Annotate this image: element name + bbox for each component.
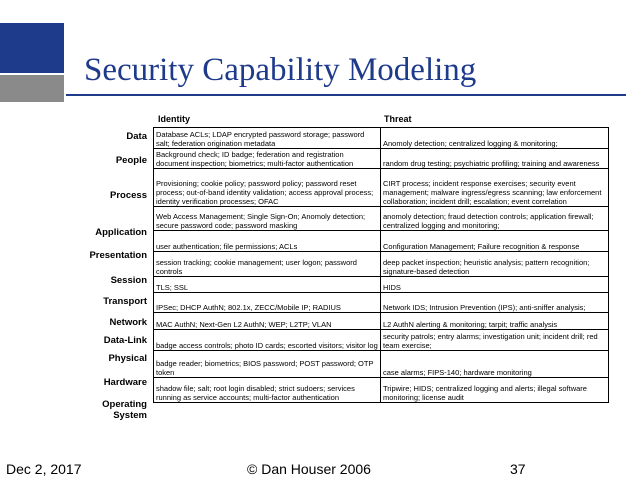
column-header-identity: Identity: [158, 114, 191, 124]
table-row: [154, 207, 609, 231]
title-rule: [66, 94, 626, 96]
cell-transport-identity: TLS; SSL: [154, 277, 381, 293]
row-label-physical: Physical: [108, 353, 147, 364]
row-label-session: Session: [110, 275, 147, 286]
row-label-data: Data: [126, 131, 147, 142]
cell-data-link-threat: L2 AuthN alerting & monitoring; tarpit; traffic analysis: [381, 313, 609, 330]
cell-data-identity: Database ACLs; LDAP encrypted password storage; password salt; federation origination metadata: [154, 128, 381, 149]
cell-presentation-threat: Configuration Management; Failure recognition & response: [381, 231, 609, 252]
table-row: [154, 128, 609, 149]
footer-date: Dec 2, 2017: [6, 461, 82, 477]
slide-title: Security Capability Modeling: [84, 52, 477, 88]
cell-application-identity: Web Access Management; Single Sign-On; Anomoly detection; secure password code; password masking: [154, 207, 381, 231]
cell-session-identity: session tracking; cookie management; user logon; password controls: [154, 252, 381, 277]
row-label-data-link: Data-Link: [103, 335, 147, 346]
cell-hardware-identity: badge reader; biometrics; BIOS password; POST password; OTP token: [154, 351, 381, 378]
row-label-operating-system: Operating System: [102, 399, 147, 421]
row-label-application: Application: [95, 227, 147, 238]
cell-physical-threat: security patrols; entry alarms; investigation unit; incident drill; red team exercise;: [381, 330, 609, 351]
table-row: [154, 378, 609, 403]
cell-operating-system-identity: shadow file; salt; root login disabled; strict sudoers; services running as service accounts; multi-factor authentication: [154, 378, 381, 403]
cell-transport-threat: HIDS: [381, 277, 609, 293]
cell-process-threat: CIRT process; incident response exercises; security event management; malware ingress/egress scanning; law enforcement collaboration; incident drill; escalation; event correlation: [381, 169, 609, 207]
table-row: [154, 351, 609, 378]
cell-presentation-identity: user authentication; file permissions; ACLs: [154, 231, 381, 252]
cell-network-identity: IPSec; DHCP AuthN; 802.1x, ZECC/Mobile IP; RADIUS: [154, 293, 381, 313]
table-row: [154, 149, 609, 169]
cell-physical-identity: badge access controls; photo ID cards; escorted visitors; visitor log: [154, 330, 381, 351]
row-label-process: Process: [110, 190, 147, 201]
table-row: [154, 252, 609, 277]
table-row: [154, 231, 609, 252]
table-row: [154, 293, 609, 313]
cell-people-identity: Background check; ID badge; federation and registration document inspection; biometrics; multi-factor authentication: [154, 149, 381, 169]
row-label-transport: Transport: [103, 296, 147, 307]
capability-table: [153, 127, 609, 403]
row-label-hardware: Hardware: [103, 377, 147, 388]
cell-operating-system-threat: Tripwire; HIDS; centralized logging and alerts; illegal software monitoring; license audit: [381, 378, 609, 403]
row-label-network: Network: [109, 317, 147, 328]
cell-network-threat: Network IDS; Intrusion Prevention (IPS); anti-sniffer analysis;: [381, 293, 609, 313]
row-label-people: People: [115, 155, 147, 166]
table-row: [154, 277, 609, 293]
cell-people-threat: random drug testing; psychiatric profiling; training and awareness: [381, 149, 609, 169]
table-row: [154, 169, 609, 207]
cell-hardware-threat: case alarms; FIPS-140; hardware monitoring: [381, 351, 609, 378]
column-header-threat: Threat: [384, 114, 412, 124]
cell-application-threat: anomoly detection; fraud detection controls; application firewall; centralized logging and monitoring;: [381, 207, 609, 231]
table-row: [154, 313, 609, 330]
cell-data-link-identity: MAC AuthN; Next-Gen L2 AuthN; WEP; L2TP; VLAN: [154, 313, 381, 330]
row-label-presentation: Presentation: [89, 250, 147, 261]
accent-bar-blue: [0, 23, 64, 73]
footer-page-number: 37: [510, 461, 526, 477]
table-row: [154, 330, 609, 351]
cell-data-threat: Anomoly detection; centralized logging & monitoring;: [381, 128, 609, 149]
cell-process-identity: Provisioning; cookie policy; password policy; password reset process; out-of-band identity validation; access approval process; identity verification processes; OFAC: [154, 169, 381, 207]
footer-copyright: © Dan Houser 2006: [247, 461, 371, 477]
accent-bar-gray: [0, 75, 64, 102]
cell-session-threat: deep packet inspection; heuristic analysis; pattern recognition; signature-based detection: [381, 252, 609, 277]
